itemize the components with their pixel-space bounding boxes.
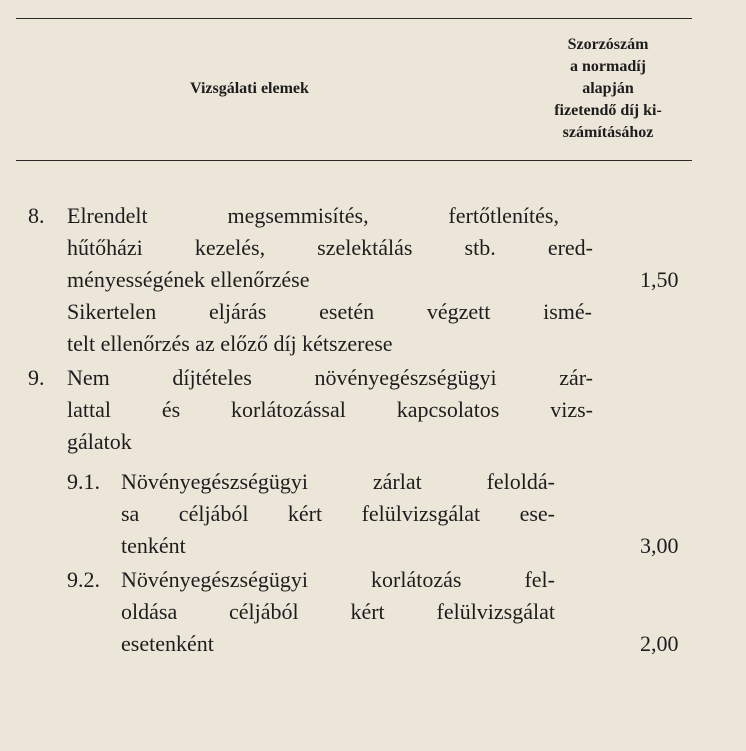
item-number: 9. — [28, 365, 45, 390]
item-text-line: esetenként — [121, 631, 214, 656]
item-text-line: ményességének ellenőrzése — [67, 267, 310, 292]
item-value: 1,50 — [640, 267, 679, 292]
item-number: 9.1. — [67, 469, 100, 494]
item-text-line: Növényegészségügyi zárlat feloldá- — [121, 469, 555, 494]
item-text-line: lattal és korlátozással kapcsolatos vizs- — [67, 397, 593, 422]
column-header-multiplier — [528, 34, 688, 144]
item-text-line: Nem díjtételes növényegészségügyi zár- — [67, 365, 593, 390]
item-text-line: sa céljából kért felülvizsgálat ese- — [121, 501, 555, 526]
header-line: fizetendő díj ki- — [554, 102, 662, 119]
top-rule — [16, 18, 692, 19]
header-bottom-rule — [16, 160, 692, 161]
column-header-elements: Vizsgálati elemek — [190, 80, 309, 97]
item-text-line: Elrendelt megsemmisítés, fertőtlenítés, — [67, 203, 559, 228]
header-line: a normadíj — [570, 58, 646, 75]
item-text-line: hűtőházi kezelés, szelektálás stb. ered- — [67, 235, 593, 260]
item-note-line: telt ellenőrzés az előző díj kétszerese — [67, 331, 393, 356]
item-note-line: Sikertelen eljárás esetén végzett ismé- — [67, 299, 592, 324]
header-line: Szorzószám — [567, 36, 649, 53]
item-number: 9.2. — [67, 567, 100, 592]
item-text-line: gálatok — [67, 429, 132, 454]
item-number: 8. — [28, 203, 45, 228]
item-text-line: oldása céljából kért felülvizsgálat — [121, 599, 555, 624]
header-line: számításához — [562, 124, 654, 141]
item-value: 2,00 — [640, 631, 679, 656]
item-text-line: tenként — [121, 533, 186, 558]
header-line: alapján — [582, 80, 634, 97]
item-text-line: Növényegészségügyi korlátozás fel- — [121, 567, 555, 592]
item-value: 3,00 — [640, 533, 679, 558]
